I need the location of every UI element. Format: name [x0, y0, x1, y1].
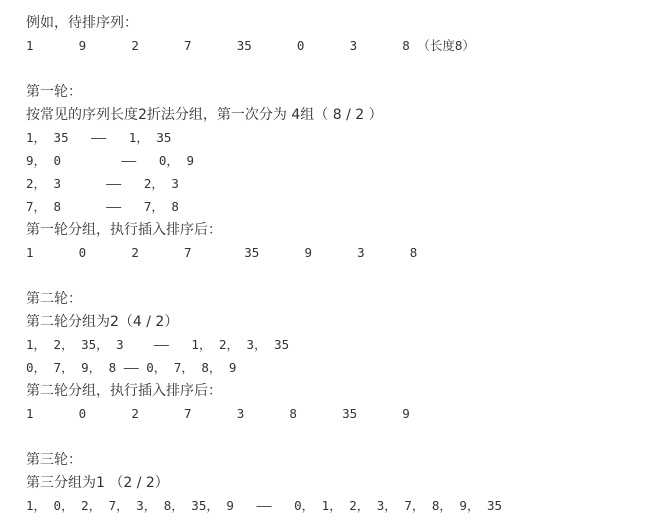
- intro-title: 例如，待排序列：: [26, 15, 138, 31]
- round1-after-title: 第一轮分组，执行插入排序后：: [26, 222, 222, 238]
- intro-sequence: 1 9 2 7 35 0 3 8 （长度8）: [26, 38, 475, 53]
- round1-description: 按常见的序列长度2折法分组，第一次分为 4组（ 8 / 2 ）: [26, 107, 383, 123]
- round2-title: 第二轮：: [26, 291, 82, 307]
- round2-group-2: 0， 7， 9， 8 —— 0， 7， 8， 9: [26, 360, 237, 375]
- round2-description: 第二轮分组为2（4 / 2）: [26, 314, 179, 330]
- round1-group-4: 7， 8 —— 7， 8: [26, 199, 179, 214]
- round2-result: 1 0 2 7 3 8 35 9: [26, 406, 410, 421]
- round1-group-2: 9， 0 —— 0， 9: [26, 153, 194, 168]
- round1-result: 1 0 2 7 35 9 3 8: [26, 245, 418, 260]
- round2-group-1: 1， 2， 35， 3 —— 1， 2， 3， 35: [26, 337, 290, 352]
- round1-title: 第一轮：: [26, 84, 82, 100]
- round2-after-title: 第二轮分组，执行插入排序后：: [26, 383, 222, 399]
- round1-group-1: 1， 35 —— 1， 35: [26, 130, 172, 145]
- round3-group-1: 1， 0， 2， 7， 3， 8， 35， 9 —— 0， 1， 2， 3， 7， 8， 9， 35: [26, 498, 503, 513]
- round1-group-3: 2， 3 —— 2， 3: [26, 176, 179, 191]
- round3-description: 第三分组为1 （2 / 2）: [26, 475, 169, 491]
- round3-title: 第三轮：: [26, 452, 82, 468]
